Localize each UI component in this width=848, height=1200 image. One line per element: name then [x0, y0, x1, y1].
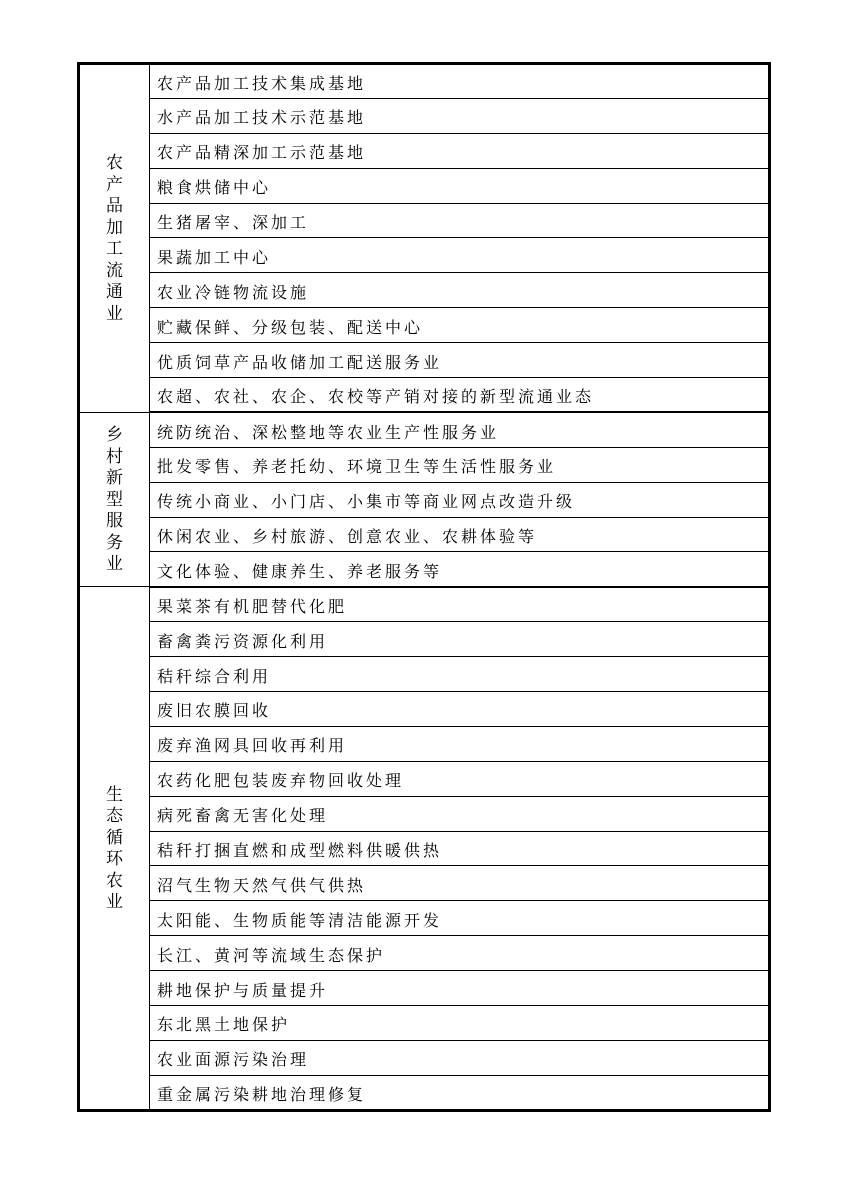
item-cell: 沼气生物天然气供气供热 — [150, 866, 770, 901]
item-cell: 农产品精深加工示范基地 — [150, 133, 770, 168]
item-cell: 太阳能、生物质能等清洁能源开发 — [150, 901, 770, 936]
table-row — [79, 482, 770, 517]
table-row — [79, 936, 770, 971]
category-label: 农产品加工流通业 — [106, 153, 123, 323]
item-cell: 优质饲草产品收储加工配送服务业 — [150, 343, 770, 378]
table-row — [79, 64, 770, 99]
industry-category-table — [77, 62, 771, 1112]
table-row — [79, 133, 770, 168]
item-cell: 贮藏保鲜、分级包装、配送中心 — [150, 308, 770, 343]
item-cell: 东北黑土地保护 — [150, 1006, 770, 1041]
table-row — [79, 517, 770, 552]
table-row — [79, 412, 770, 447]
table-row — [79, 378, 770, 413]
item-cell: 生猪屠宰、深加工 — [150, 203, 770, 238]
item-cell: 果蔬加工中心 — [150, 238, 770, 273]
category-label: 乡村新型服务业 — [106, 425, 123, 574]
table-row — [79, 587, 770, 622]
table-row — [79, 273, 770, 308]
table-row — [79, 168, 770, 203]
item-cell: 休闲农业、乡村旅游、创意农业、农耕体验等 — [150, 517, 770, 552]
item-cell: 重金属污染耕地治理修复 — [150, 1075, 770, 1110]
table-row — [79, 203, 770, 238]
item-cell: 耕地保护与质量提升 — [150, 971, 770, 1006]
table-row — [79, 308, 770, 343]
category-label: 生态循环农业 — [106, 784, 123, 912]
item-cell: 粮食烘储中心 — [150, 168, 770, 203]
item-cell: 废旧农膜回收 — [150, 692, 770, 727]
table-row — [79, 238, 770, 273]
item-cell: 农业冷链物流设施 — [150, 273, 770, 308]
table-row — [79, 657, 770, 692]
table-row — [79, 796, 770, 831]
item-cell: 果菜茶有机肥替代化肥 — [150, 587, 770, 622]
category-cell — [79, 587, 150, 1110]
table-row — [79, 831, 770, 866]
item-cell: 秸秆综合利用 — [150, 657, 770, 692]
item-cell: 文化体验、健康养生、养老服务等 — [150, 552, 770, 587]
item-cell: 农业面源污染治理 — [150, 1040, 770, 1075]
item-cell: 农药化肥包装废弃物回收处理 — [150, 761, 770, 796]
table-row — [79, 971, 770, 1006]
item-cell: 传统小商业、小门店、小集市等商业网点改造升级 — [150, 482, 770, 517]
table-row — [79, 901, 770, 936]
table-row — [79, 622, 770, 657]
item-cell: 秸秆打捆直燃和成型燃料供暖供热 — [150, 831, 770, 866]
table-row — [79, 692, 770, 727]
item-cell: 批发零售、养老托幼、环境卫生等生活性服务业 — [150, 447, 770, 482]
table-row — [79, 866, 770, 901]
item-cell: 长江、黄河等流域生态保护 — [150, 936, 770, 971]
table-row — [79, 98, 770, 133]
table-row — [79, 1075, 770, 1110]
item-cell: 农超、农社、农企、农校等产销对接的新型流通业态 — [150, 378, 770, 413]
item-cell: 统防统治、深松整地等农业生产性服务业 — [150, 412, 770, 447]
table-body — [79, 64, 770, 1111]
table-row — [79, 447, 770, 482]
table-row — [79, 1040, 770, 1075]
item-cell: 农产品加工技术集成基地 — [150, 64, 770, 99]
item-cell: 废弃渔网具回收再利用 — [150, 726, 770, 761]
table-row — [79, 1006, 770, 1041]
category-cell — [79, 412, 150, 586]
table-row — [79, 761, 770, 796]
table-row — [79, 726, 770, 761]
category-cell — [79, 64, 150, 413]
item-cell: 畜禽粪污资源化利用 — [150, 622, 770, 657]
table-row — [79, 343, 770, 378]
table-row — [79, 552, 770, 587]
item-cell: 病死畜禽无害化处理 — [150, 796, 770, 831]
item-cell: 水产品加工技术示范基地 — [150, 98, 770, 133]
